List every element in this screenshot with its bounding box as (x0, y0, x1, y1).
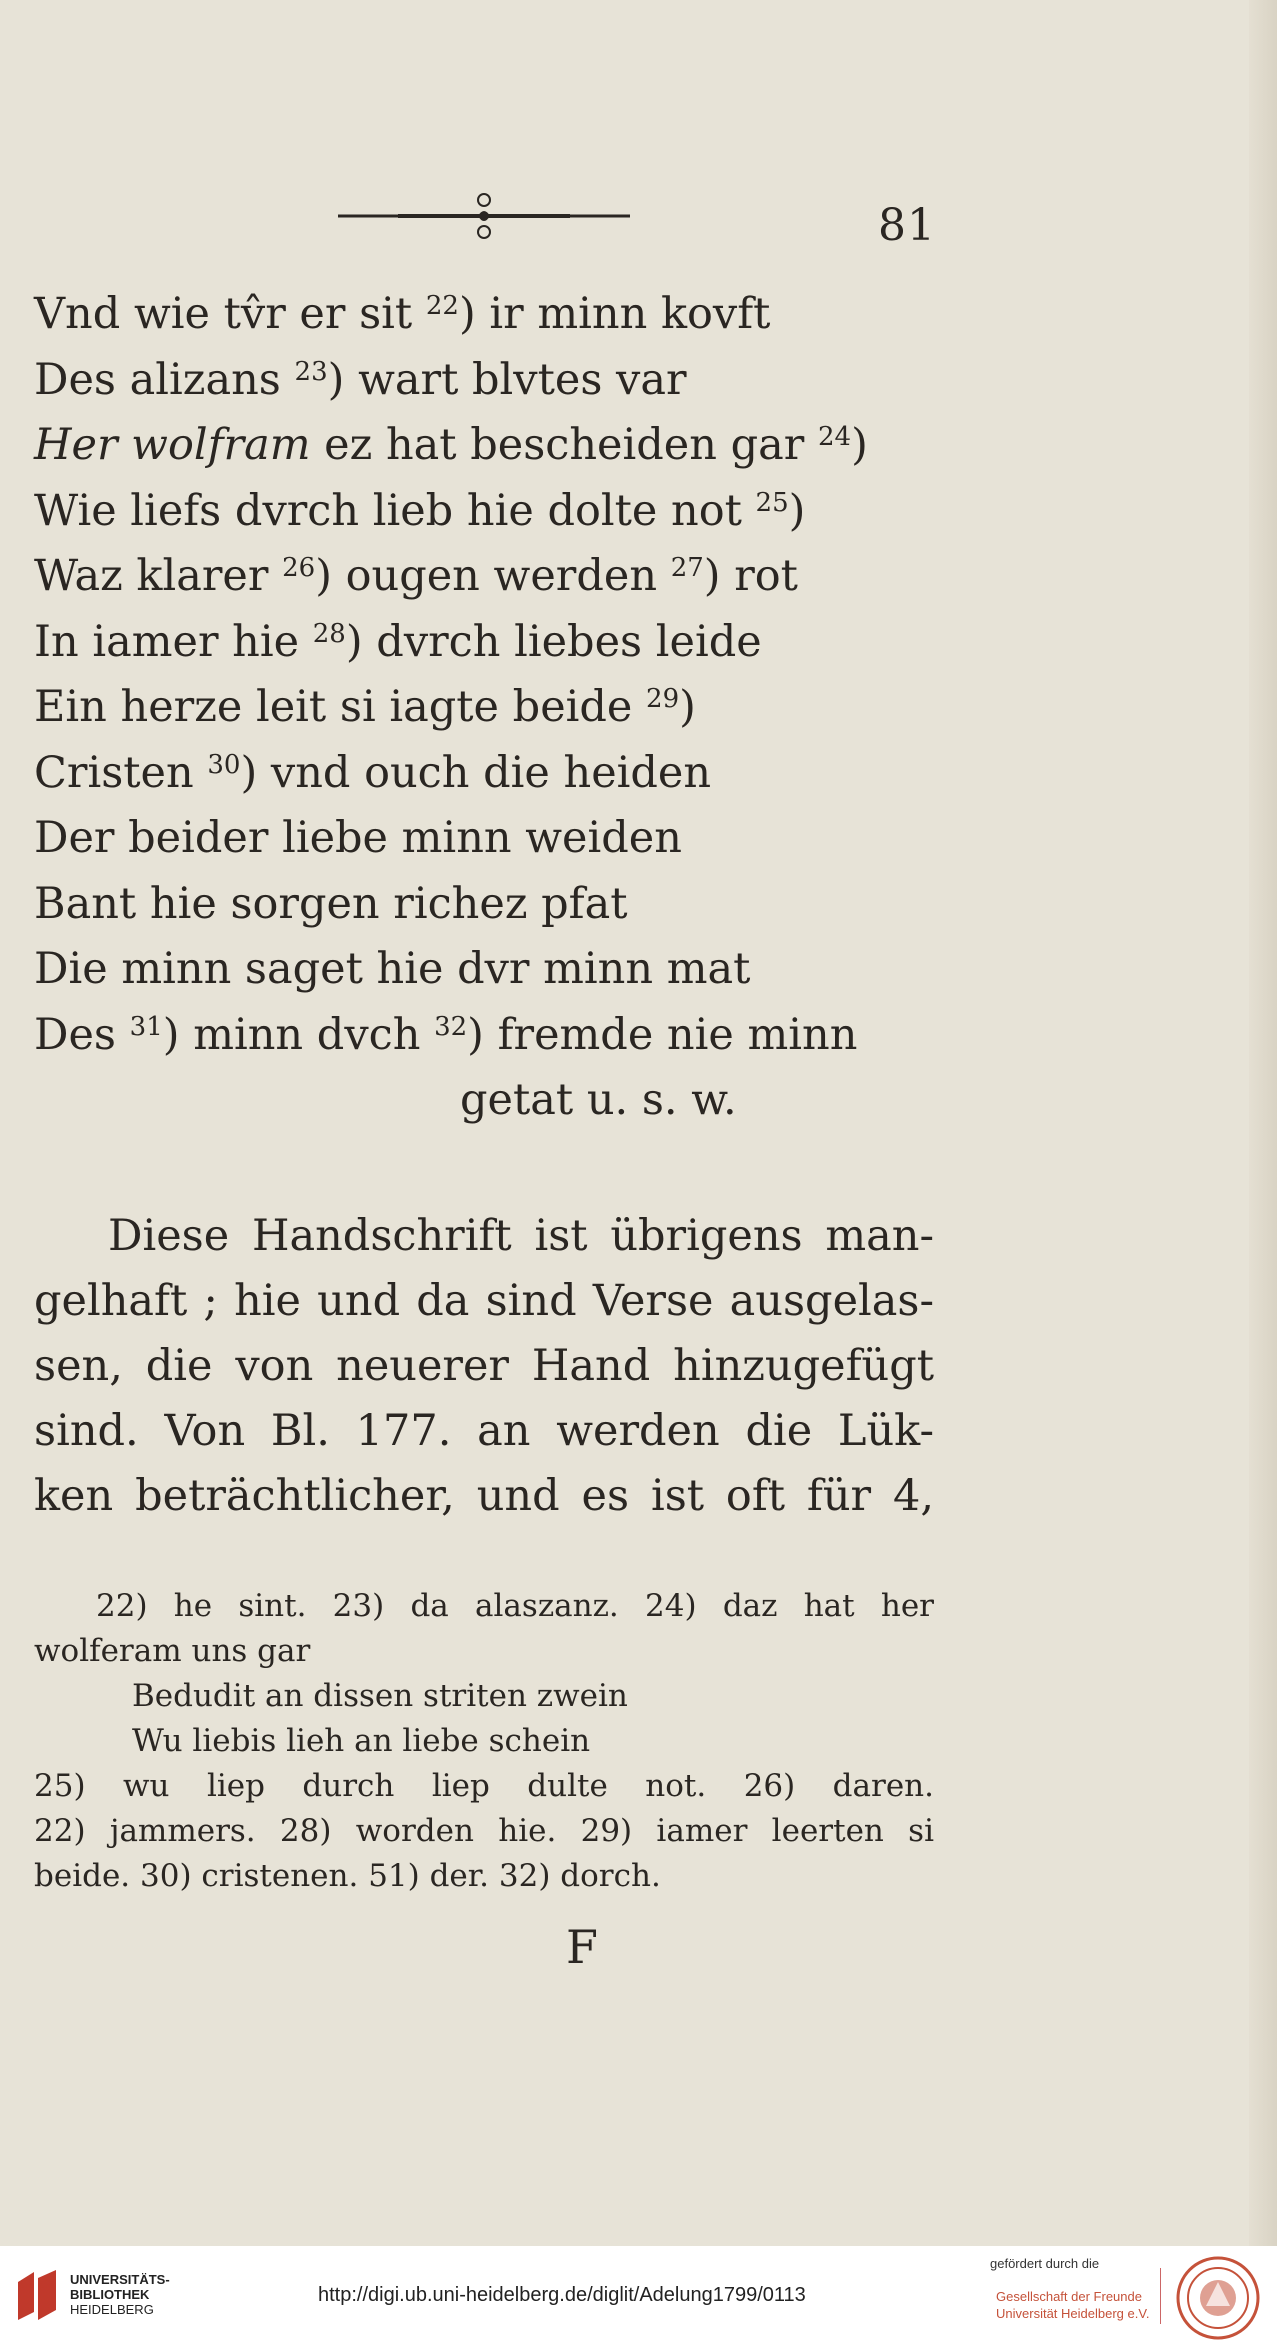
verse-text: getat u. s. w. (460, 1075, 737, 1125)
society-name-line2: Universität Heidelberg e.V. (996, 2306, 1150, 2321)
verse-text: ) (679, 682, 696, 732)
footnote-marker: 30 (207, 749, 241, 780)
verse-line (34, 1003, 954, 1069)
verse-text: ) minn dvch (162, 1009, 435, 1060)
library-name-line2: BIBLIOTHEK (70, 2287, 150, 2302)
verse-text: Cristen (34, 747, 208, 798)
footnotes (34, 1584, 934, 1899)
footnote-line: beide. 30) cristenen. 51) der. 32) dorch. (34, 1858, 661, 1894)
prose-line: gelhaft ; hie und da sind Verse ausgelas- (34, 1276, 934, 1326)
verse-text: Der beider liebe minn weiden (34, 813, 682, 863)
verse-text: ) wart blvtes var (327, 354, 687, 405)
society-name (996, 2288, 1149, 2322)
footnote-line: 22) he sint. 23) da alaszanz. 24) daz hat her (96, 1588, 934, 1624)
footnote-marker: 22 (425, 291, 459, 321)
verse-text: Des (34, 1009, 130, 1060)
prose-line: ken beträchtlicher, und es ist oft für 4, (34, 1471, 934, 1521)
verse-text: ez hat bescheiden gar (310, 420, 818, 470)
verse-text: Des alizans (34, 354, 295, 405)
verse-line (34, 479, 954, 545)
viewer-footer (0, 2246, 1277, 2340)
permalink-url[interactable]: http://digi.ub.uni-heidelberg.de/diglit/Adelung1799/0113 (318, 2284, 806, 2306)
verse-text: ) ir minn kovft (458, 289, 771, 339)
footnote-marker: 25 (755, 487, 789, 518)
footnote-marker: 28 (312, 618, 346, 649)
funded-by-label: gefördert durch die (990, 2256, 1100, 2271)
footnote-line: Bedudit an dissen striten zwein (132, 1678, 628, 1714)
footnote-line: 25) wu liep durch liep dulte not. 26) daren. (34, 1768, 934, 1804)
footnote-marker: 29 (646, 684, 680, 714)
verse-line (34, 806, 954, 872)
verse-text: In iamer hie (34, 616, 313, 667)
library-name-line1: UNIVERSITÄTS- (70, 2272, 170, 2287)
library-name-line3: HEIDELBERG (70, 2302, 154, 2317)
verse-text: Ein herze leit si iagte beide (34, 682, 647, 732)
footnote-marker: 26 (282, 553, 316, 583)
footnote-line: 22) jammers. 28) worden hie. 29) iamer leerten si (34, 1813, 934, 1849)
footnote-marker: 31 (129, 1011, 163, 1042)
prose-paragraph (34, 1204, 934, 1529)
verse-text: ) vnd ouch die heiden (240, 747, 712, 798)
verse-text: ) (788, 485, 806, 536)
page-edge-shadow (1249, 0, 1277, 2246)
verse-text: Bant hie sorgen richez pfat (34, 878, 628, 929)
verse-text: Her wolfram (34, 420, 311, 470)
verse-line (34, 741, 954, 807)
library-name (70, 2272, 170, 2317)
verse-line (34, 348, 954, 414)
verse-line (34, 1068, 954, 1134)
verse-text: ) fremde nie minn (467, 1009, 858, 1060)
footnote-marker: 23 (294, 356, 328, 387)
verse-text: Wie liefs dvrch lieb hie dolte not (34, 485, 756, 536)
verse-text: ) (851, 420, 868, 470)
verse-text: Waz klarer (34, 551, 283, 601)
verse-line (34, 872, 954, 938)
verse-text: Vnd wie tv̂r er sit (34, 289, 426, 339)
footnote-line: Wu liebis lieh an liebe schein (132, 1723, 591, 1759)
prose-line: Diese Handschrift ist übrigens man- (108, 1211, 934, 1261)
verse-line (34, 413, 954, 479)
footnote-line: wolferam uns gar (34, 1633, 311, 1669)
verse-text: ) dvrch liebes leide (345, 616, 762, 667)
signature-mark: F (566, 1920, 598, 1974)
verse-line (34, 282, 954, 348)
verse-text: ) rot (703, 551, 798, 601)
verse-line (34, 675, 954, 741)
verse-block (34, 282, 954, 1134)
footnote-marker: 24 (817, 422, 852, 452)
verse-line (34, 544, 954, 610)
prose-line: sind. Von Bl. 177. an werden die Lük- (34, 1406, 934, 1456)
ornament-rule-icon (338, 192, 630, 240)
verse-text: Die minn saget hie dvr minn mat (34, 944, 751, 994)
society-name-line1: Gesellschaft der Freunde (996, 2289, 1142, 2304)
verse-line (34, 610, 954, 676)
footnote-marker: 32 (434, 1011, 468, 1042)
library-logo-icon (14, 2268, 60, 2324)
verse-text: ) ougen werden (315, 551, 671, 601)
footnote-marker: 27 (670, 553, 704, 583)
page-number: 81 (878, 200, 936, 251)
footer-divider (1160, 2268, 1161, 2324)
university-seal-icon (1176, 2256, 1260, 2340)
prose-line: sen, die von neuerer Hand hinzugefügt (34, 1341, 934, 1391)
verse-line (34, 937, 954, 1003)
